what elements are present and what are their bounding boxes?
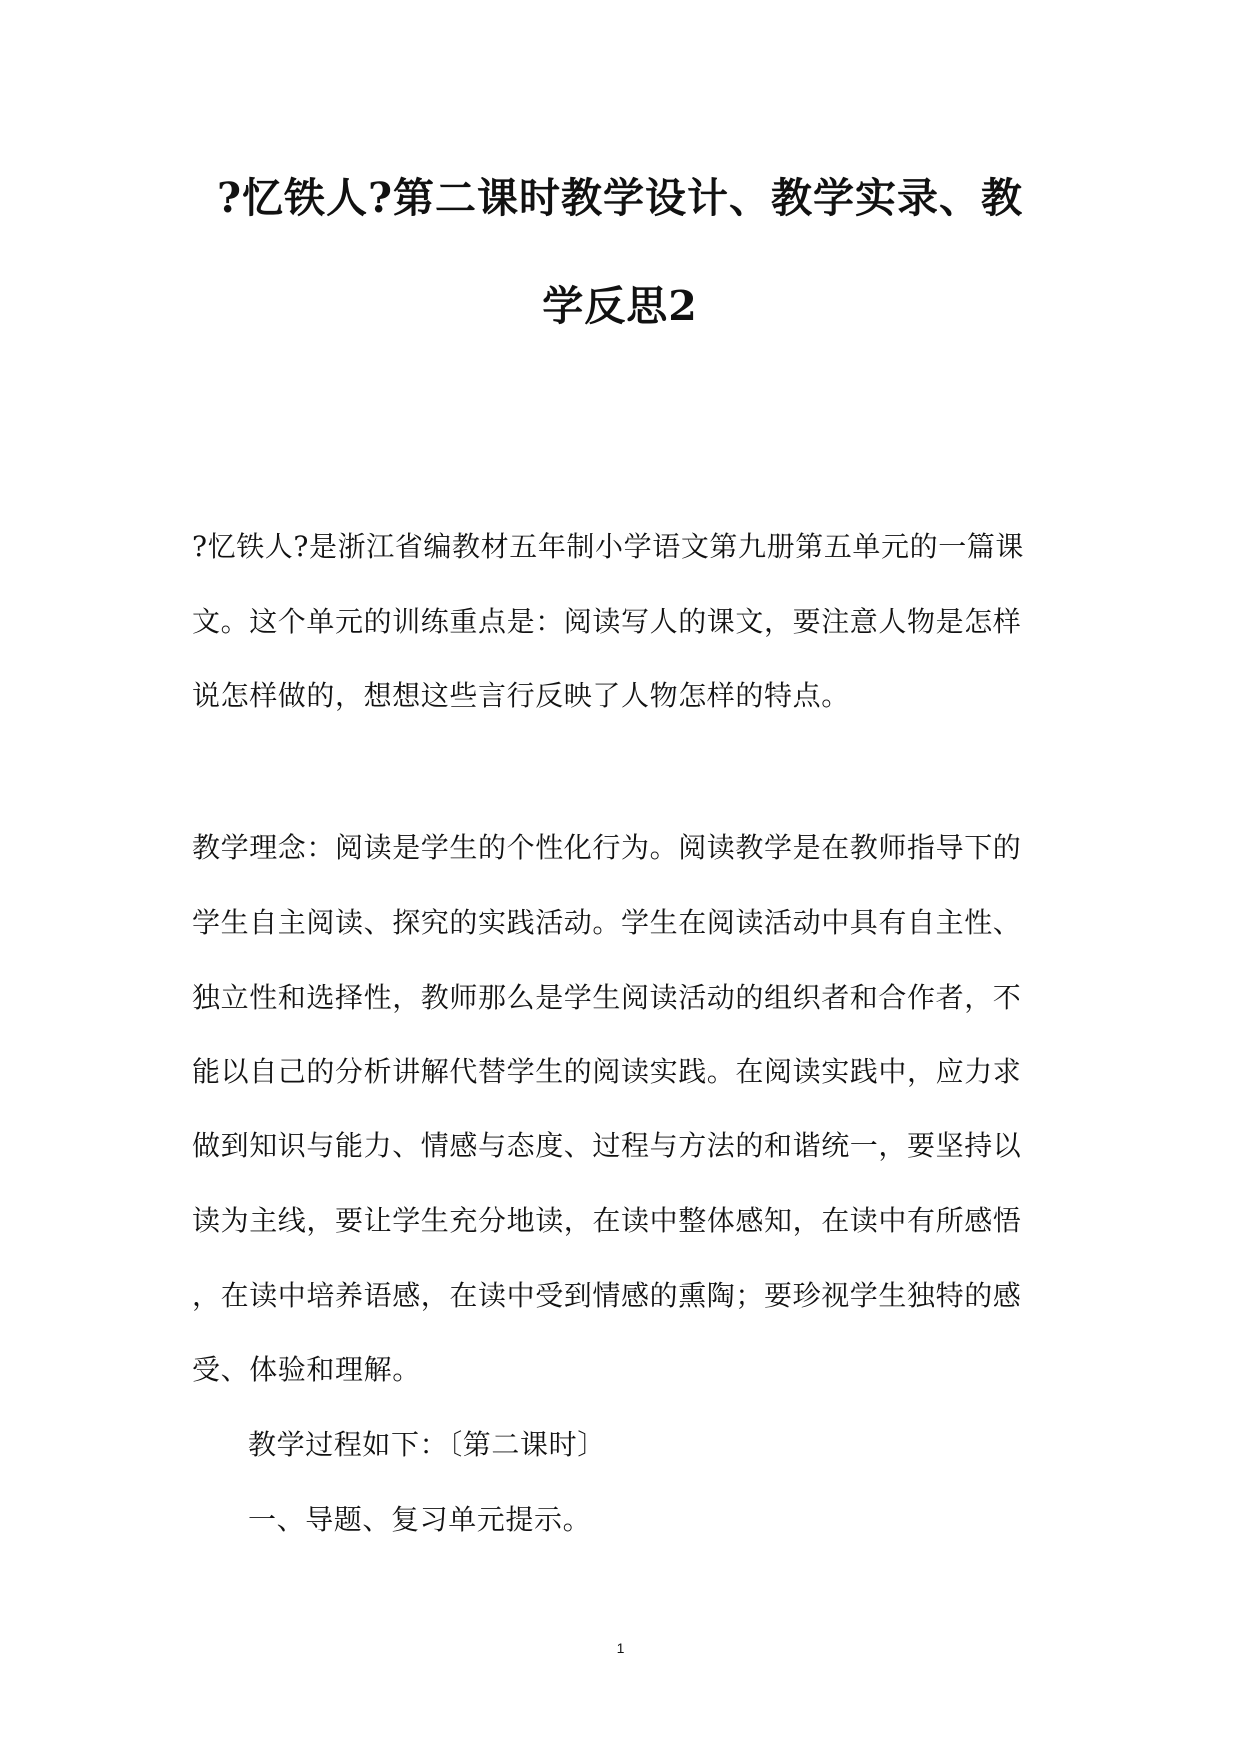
paragraph-1-line-2: 文。这个单元的训练重点是：阅读写人的课文，要注意人物是怎样 <box>192 605 1022 638</box>
paragraph-2-line-6: 读为主线，要让学生充分地读，在读中整体感知，在读中有所感悟 <box>192 1204 1022 1237</box>
document-title-line-2: 学反思2 <box>542 282 698 330</box>
paragraph-2-line-8: 受、体验和理解。 <box>192 1353 421 1386</box>
document-title-line-1: ?忆铁人?第二课时教学设计、教学实录、教 <box>216 174 1024 222</box>
paragraph-2-line-2: 学生自主阅读、探究的实践活动。学生在阅读活动中具有自主性、 <box>192 906 1022 939</box>
paragraph-2-line-3: 独立性和选择性，教师那么是学生阅读活动的组织者和合作者，不 <box>192 981 1022 1014</box>
paragraph-1-line-3: 说怎样做的，想想这些言行反映了人物怎样的特点。 <box>192 679 850 712</box>
paragraph-2-line-1: 教学理念：阅读是学生的个性化行为。阅读教学是在教师指导下的 <box>192 831 1022 864</box>
paragraph-1-line-1: ?忆铁人?是浙江省编教材五年制小学语文第九册第五单元的一篇课 <box>192 530 1025 563</box>
paragraph-2-line-7: ，在读中培养语感，在读中受到情感的熏陶；要珍视学生独特的感 <box>192 1279 1022 1312</box>
page-number: 1 <box>616 1640 625 1656</box>
step-1-heading: 一、导题、复习单元提示。 <box>248 1503 592 1536</box>
process-heading: 教学过程如下：〔第二课时〕 <box>248 1428 606 1461</box>
paragraph-2-line-4: 能以自己的分析讲解代替学生的阅读实践。在阅读实践中，应力求 <box>192 1055 1022 1088</box>
paragraph-2-line-5: 做到知识与能力、情感与态度、过程与方法的和谐统一，要坚持以 <box>192 1129 1022 1162</box>
